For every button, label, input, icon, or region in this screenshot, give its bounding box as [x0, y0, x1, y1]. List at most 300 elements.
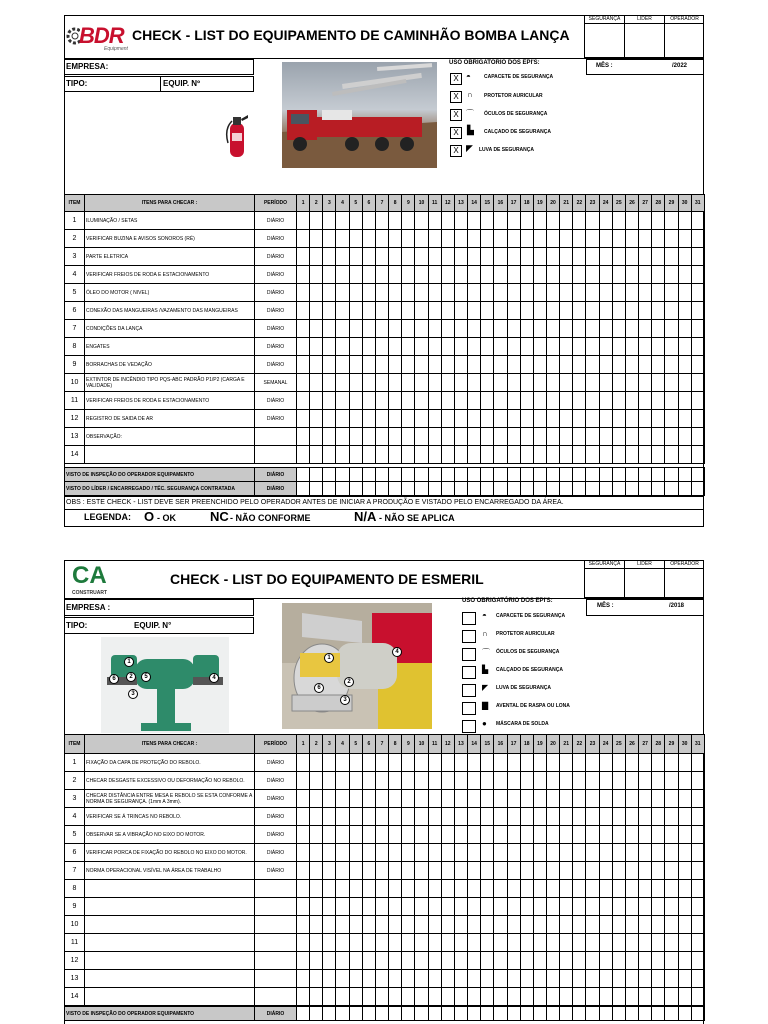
day-check-cell[interactable]	[625, 248, 638, 266]
visto-check-cell[interactable]	[323, 468, 336, 482]
day-check-cell[interactable]	[494, 356, 507, 374]
day-check-cell[interactable]	[546, 952, 559, 970]
visto-check-cell[interactable]	[428, 1007, 441, 1021]
visto-check-cell[interactable]	[468, 482, 481, 496]
day-check-cell[interactable]	[507, 754, 520, 772]
day-check-cell[interactable]	[441, 446, 454, 464]
day-check-cell[interactable]	[468, 248, 481, 266]
visto-check-cell[interactable]	[494, 1007, 507, 1021]
day-check-cell[interactable]	[441, 428, 454, 446]
visto-check-cell[interactable]	[586, 1007, 599, 1021]
day-check-cell[interactable]	[454, 844, 467, 862]
day-check-cell[interactable]	[454, 374, 467, 392]
day-check-cell[interactable]	[402, 826, 415, 844]
day-check-cell[interactable]	[625, 356, 638, 374]
day-check-cell[interactable]	[310, 790, 323, 808]
day-check-cell[interactable]	[691, 790, 704, 808]
day-check-cell[interactable]	[441, 898, 454, 916]
day-check-cell[interactable]	[612, 338, 625, 356]
day-check-cell[interactable]	[560, 844, 573, 862]
day-check-cell[interactable]	[533, 410, 546, 428]
day-check-cell[interactable]	[573, 826, 586, 844]
day-check-cell[interactable]	[573, 320, 586, 338]
visto-check-cell[interactable]	[599, 468, 612, 482]
day-check-cell[interactable]	[454, 248, 467, 266]
day-check-cell[interactable]	[691, 988, 704, 1006]
day-check-cell[interactable]	[573, 266, 586, 284]
day-check-cell[interactable]	[297, 934, 310, 952]
day-check-cell[interactable]	[389, 826, 402, 844]
day-check-cell[interactable]	[665, 916, 678, 934]
day-check-cell[interactable]	[349, 844, 362, 862]
day-check-cell[interactable]	[560, 212, 573, 230]
day-check-cell[interactable]	[678, 356, 691, 374]
day-check-cell[interactable]	[599, 898, 612, 916]
day-check-cell[interactable]	[441, 862, 454, 880]
day-check-cell[interactable]	[323, 970, 336, 988]
day-check-cell[interactable]	[507, 988, 520, 1006]
day-check-cell[interactable]	[494, 916, 507, 934]
day-check-cell[interactable]	[691, 844, 704, 862]
day-check-cell[interactable]	[612, 374, 625, 392]
day-check-cell[interactable]	[652, 392, 665, 410]
day-check-cell[interactable]	[468, 790, 481, 808]
day-check-cell[interactable]	[310, 266, 323, 284]
day-check-cell[interactable]	[336, 320, 349, 338]
day-check-cell[interactable]	[441, 970, 454, 988]
day-check-cell[interactable]	[297, 266, 310, 284]
day-check-cell[interactable]	[625, 302, 638, 320]
day-check-cell[interactable]	[494, 374, 507, 392]
visto-check-cell[interactable]	[415, 1007, 428, 1021]
epi-checkbox[interactable]	[462, 648, 476, 661]
day-check-cell[interactable]	[533, 428, 546, 446]
day-check-cell[interactable]	[507, 446, 520, 464]
day-check-cell[interactable]	[560, 754, 573, 772]
day-check-cell[interactable]	[375, 230, 388, 248]
day-check-cell[interactable]	[297, 302, 310, 320]
day-check-cell[interactable]	[336, 790, 349, 808]
day-check-cell[interactable]	[652, 284, 665, 302]
day-check-cell[interactable]	[599, 970, 612, 988]
day-check-cell[interactable]	[375, 826, 388, 844]
day-check-cell[interactable]	[389, 988, 402, 1006]
day-check-cell[interactable]	[573, 284, 586, 302]
day-check-cell[interactable]	[349, 988, 362, 1006]
day-check-cell[interactable]	[428, 428, 441, 446]
day-check-cell[interactable]	[402, 356, 415, 374]
day-check-cell[interactable]	[415, 772, 428, 790]
day-check-cell[interactable]	[375, 212, 388, 230]
day-check-cell[interactable]	[665, 392, 678, 410]
day-check-cell[interactable]	[297, 880, 310, 898]
day-check-cell[interactable]	[362, 284, 375, 302]
day-check-cell[interactable]	[468, 844, 481, 862]
day-check-cell[interactable]	[428, 826, 441, 844]
day-check-cell[interactable]	[533, 284, 546, 302]
day-check-cell[interactable]	[468, 230, 481, 248]
day-check-cell[interactable]	[612, 356, 625, 374]
day-check-cell[interactable]	[297, 284, 310, 302]
day-check-cell[interactable]	[612, 302, 625, 320]
day-check-cell[interactable]	[691, 410, 704, 428]
visto-check-cell[interactable]	[599, 1007, 612, 1021]
day-check-cell[interactable]	[494, 754, 507, 772]
day-check-cell[interactable]	[454, 410, 467, 428]
day-check-cell[interactable]	[665, 428, 678, 446]
day-check-cell[interactable]	[678, 212, 691, 230]
day-check-cell[interactable]	[652, 790, 665, 808]
visto-check-cell[interactable]	[336, 1007, 349, 1021]
day-check-cell[interactable]	[533, 988, 546, 1006]
day-check-cell[interactable]	[362, 356, 375, 374]
day-check-cell[interactable]	[546, 898, 559, 916]
day-check-cell[interactable]	[310, 284, 323, 302]
day-check-cell[interactable]	[665, 808, 678, 826]
day-check-cell[interactable]	[481, 230, 494, 248]
day-check-cell[interactable]	[546, 320, 559, 338]
day-check-cell[interactable]	[481, 356, 494, 374]
day-check-cell[interactable]	[533, 934, 546, 952]
day-check-cell[interactable]	[349, 880, 362, 898]
day-check-cell[interactable]	[441, 844, 454, 862]
day-check-cell[interactable]	[507, 230, 520, 248]
day-check-cell[interactable]	[310, 320, 323, 338]
day-check-cell[interactable]	[415, 808, 428, 826]
epi-checkbox[interactable]	[462, 720, 476, 733]
day-check-cell[interactable]	[349, 356, 362, 374]
day-check-cell[interactable]	[389, 302, 402, 320]
day-check-cell[interactable]	[454, 446, 467, 464]
day-check-cell[interactable]	[454, 772, 467, 790]
day-check-cell[interactable]	[625, 916, 638, 934]
day-check-cell[interactable]	[375, 248, 388, 266]
visto-check-cell[interactable]	[599, 482, 612, 496]
day-check-cell[interactable]	[323, 844, 336, 862]
day-check-cell[interactable]	[481, 862, 494, 880]
day-check-cell[interactable]	[389, 428, 402, 446]
day-check-cell[interactable]	[323, 374, 336, 392]
day-check-cell[interactable]	[454, 266, 467, 284]
day-check-cell[interactable]	[612, 266, 625, 284]
day-check-cell[interactable]	[665, 230, 678, 248]
day-check-cell[interactable]	[375, 952, 388, 970]
day-check-cell[interactable]	[323, 410, 336, 428]
day-check-cell[interactable]	[323, 772, 336, 790]
day-check-cell[interactable]	[297, 338, 310, 356]
day-check-cell[interactable]	[494, 970, 507, 988]
day-check-cell[interactable]	[560, 248, 573, 266]
visto-check-cell[interactable]	[678, 482, 691, 496]
day-check-cell[interactable]	[533, 808, 546, 826]
day-check-cell[interactable]	[665, 338, 678, 356]
day-check-cell[interactable]	[546, 230, 559, 248]
day-check-cell[interactable]	[691, 266, 704, 284]
epi-checkbox[interactable]	[462, 630, 476, 643]
day-check-cell[interactable]	[560, 284, 573, 302]
day-check-cell[interactable]	[678, 392, 691, 410]
day-check-cell[interactable]	[336, 808, 349, 826]
day-check-cell[interactable]	[428, 790, 441, 808]
day-check-cell[interactable]	[297, 754, 310, 772]
day-check-cell[interactable]	[336, 826, 349, 844]
day-check-cell[interactable]	[625, 320, 638, 338]
visto-check-cell[interactable]	[402, 468, 415, 482]
day-check-cell[interactable]	[375, 410, 388, 428]
day-check-cell[interactable]	[546, 428, 559, 446]
day-check-cell[interactable]	[533, 754, 546, 772]
day-check-cell[interactable]	[402, 916, 415, 934]
day-check-cell[interactable]	[533, 392, 546, 410]
day-check-cell[interactable]	[415, 338, 428, 356]
day-check-cell[interactable]	[678, 230, 691, 248]
day-check-cell[interactable]	[441, 248, 454, 266]
day-check-cell[interactable]	[494, 248, 507, 266]
day-check-cell[interactable]	[678, 284, 691, 302]
day-check-cell[interactable]	[454, 898, 467, 916]
day-check-cell[interactable]	[639, 374, 652, 392]
day-check-cell[interactable]	[560, 934, 573, 952]
day-check-cell[interactable]	[389, 410, 402, 428]
day-check-cell[interactable]	[336, 446, 349, 464]
day-check-cell[interactable]	[546, 934, 559, 952]
day-check-cell[interactable]	[652, 898, 665, 916]
day-check-cell[interactable]	[310, 338, 323, 356]
visto-check-cell[interactable]	[375, 468, 388, 482]
day-check-cell[interactable]	[454, 392, 467, 410]
day-check-cell[interactable]	[481, 826, 494, 844]
day-check-cell[interactable]	[362, 410, 375, 428]
visto-check-cell[interactable]	[560, 468, 573, 482]
day-check-cell[interactable]	[520, 934, 533, 952]
day-check-cell[interactable]	[310, 374, 323, 392]
day-check-cell[interactable]	[639, 970, 652, 988]
visto-check-cell[interactable]	[573, 1007, 586, 1021]
day-check-cell[interactable]	[441, 212, 454, 230]
day-check-cell[interactable]	[349, 374, 362, 392]
visto-check-cell[interactable]	[586, 482, 599, 496]
day-check-cell[interactable]	[639, 428, 652, 446]
visto-check-cell[interactable]	[507, 1007, 520, 1021]
day-check-cell[interactable]	[639, 862, 652, 880]
day-check-cell[interactable]	[599, 952, 612, 970]
day-check-cell[interactable]	[415, 880, 428, 898]
day-check-cell[interactable]	[375, 862, 388, 880]
day-check-cell[interactable]	[586, 862, 599, 880]
day-check-cell[interactable]	[336, 862, 349, 880]
day-check-cell[interactable]	[481, 772, 494, 790]
day-check-cell[interactable]	[520, 862, 533, 880]
day-check-cell[interactable]	[323, 880, 336, 898]
day-check-cell[interactable]	[389, 898, 402, 916]
epi-checkbox[interactable]	[462, 702, 476, 715]
day-check-cell[interactable]	[415, 862, 428, 880]
day-check-cell[interactable]	[665, 790, 678, 808]
day-check-cell[interactable]	[520, 844, 533, 862]
day-check-cell[interactable]	[375, 374, 388, 392]
day-check-cell[interactable]	[691, 356, 704, 374]
day-check-cell[interactable]	[349, 338, 362, 356]
day-check-cell[interactable]	[599, 338, 612, 356]
day-check-cell[interactable]	[586, 754, 599, 772]
day-check-cell[interactable]	[573, 338, 586, 356]
day-check-cell[interactable]	[468, 772, 481, 790]
day-check-cell[interactable]	[665, 754, 678, 772]
day-check-cell[interactable]	[389, 266, 402, 284]
visto-check-cell[interactable]	[639, 482, 652, 496]
day-check-cell[interactable]	[520, 338, 533, 356]
day-check-cell[interactable]	[573, 862, 586, 880]
day-check-cell[interactable]	[297, 772, 310, 790]
day-check-cell[interactable]	[639, 212, 652, 230]
day-check-cell[interactable]	[691, 970, 704, 988]
day-check-cell[interactable]	[652, 248, 665, 266]
day-check-cell[interactable]	[441, 338, 454, 356]
day-check-cell[interactable]	[310, 862, 323, 880]
day-check-cell[interactable]	[639, 934, 652, 952]
day-check-cell[interactable]	[389, 844, 402, 862]
day-check-cell[interactable]	[691, 754, 704, 772]
day-check-cell[interactable]	[323, 826, 336, 844]
visto-check-cell[interactable]	[494, 468, 507, 482]
day-check-cell[interactable]	[375, 790, 388, 808]
day-check-cell[interactable]	[652, 844, 665, 862]
day-check-cell[interactable]	[323, 320, 336, 338]
day-check-cell[interactable]	[454, 212, 467, 230]
day-check-cell[interactable]	[362, 862, 375, 880]
day-check-cell[interactable]	[652, 808, 665, 826]
day-check-cell[interactable]	[362, 772, 375, 790]
day-check-cell[interactable]	[599, 212, 612, 230]
day-check-cell[interactable]	[573, 212, 586, 230]
day-check-cell[interactable]	[507, 844, 520, 862]
day-check-cell[interactable]	[415, 284, 428, 302]
day-check-cell[interactable]	[546, 446, 559, 464]
visto-check-cell[interactable]	[520, 482, 533, 496]
day-check-cell[interactable]	[468, 428, 481, 446]
day-check-cell[interactable]	[520, 392, 533, 410]
day-check-cell[interactable]	[494, 934, 507, 952]
day-check-cell[interactable]	[402, 338, 415, 356]
day-check-cell[interactable]	[546, 410, 559, 428]
day-check-cell[interactable]	[481, 446, 494, 464]
visto-check-cell[interactable]	[297, 482, 310, 496]
day-check-cell[interactable]	[310, 302, 323, 320]
day-check-cell[interactable]	[428, 862, 441, 880]
day-check-cell[interactable]	[599, 446, 612, 464]
day-check-cell[interactable]	[441, 392, 454, 410]
day-check-cell[interactable]	[402, 970, 415, 988]
day-check-cell[interactable]	[573, 374, 586, 392]
day-check-cell[interactable]	[481, 970, 494, 988]
day-check-cell[interactable]	[402, 790, 415, 808]
day-check-cell[interactable]	[560, 230, 573, 248]
day-check-cell[interactable]	[468, 266, 481, 284]
day-check-cell[interactable]	[468, 970, 481, 988]
visto-check-cell[interactable]	[533, 468, 546, 482]
day-check-cell[interactable]	[639, 754, 652, 772]
day-check-cell[interactable]	[481, 844, 494, 862]
visto-check-cell[interactable]	[546, 468, 559, 482]
day-check-cell[interactable]	[599, 826, 612, 844]
day-check-cell[interactable]	[507, 410, 520, 428]
visto-check-cell[interactable]	[573, 468, 586, 482]
day-check-cell[interactable]	[546, 266, 559, 284]
day-check-cell[interactable]	[665, 302, 678, 320]
day-check-cell[interactable]	[612, 446, 625, 464]
visto-check-cell[interactable]	[362, 1007, 375, 1021]
day-check-cell[interactable]	[441, 302, 454, 320]
day-check-cell[interactable]	[625, 862, 638, 880]
day-check-cell[interactable]	[507, 826, 520, 844]
day-check-cell[interactable]	[612, 826, 625, 844]
day-check-cell[interactable]	[573, 392, 586, 410]
day-check-cell[interactable]	[507, 338, 520, 356]
visto-check-cell[interactable]	[415, 482, 428, 496]
day-check-cell[interactable]	[599, 934, 612, 952]
day-check-cell[interactable]	[586, 320, 599, 338]
day-check-cell[interactable]	[665, 248, 678, 266]
day-check-cell[interactable]	[586, 790, 599, 808]
day-check-cell[interactable]	[402, 320, 415, 338]
visto-check-cell[interactable]	[297, 1007, 310, 1021]
day-check-cell[interactable]	[612, 230, 625, 248]
day-check-cell[interactable]	[389, 862, 402, 880]
day-check-cell[interactable]	[481, 338, 494, 356]
day-check-cell[interactable]	[573, 898, 586, 916]
day-check-cell[interactable]	[520, 284, 533, 302]
visto-check-cell[interactable]	[652, 1007, 665, 1021]
day-check-cell[interactable]	[428, 916, 441, 934]
day-check-cell[interactable]	[389, 970, 402, 988]
day-check-cell[interactable]	[678, 808, 691, 826]
day-check-cell[interactable]	[428, 266, 441, 284]
day-check-cell[interactable]	[428, 446, 441, 464]
day-check-cell[interactable]	[599, 772, 612, 790]
day-check-cell[interactable]	[520, 826, 533, 844]
day-check-cell[interactable]	[652, 356, 665, 374]
epi-checkbox[interactable]: X	[450, 73, 462, 85]
visto-check-cell[interactable]	[310, 1007, 323, 1021]
day-check-cell[interactable]	[639, 248, 652, 266]
day-check-cell[interactable]	[612, 410, 625, 428]
day-check-cell[interactable]	[336, 302, 349, 320]
day-check-cell[interactable]	[415, 374, 428, 392]
visto-check-cell[interactable]	[402, 482, 415, 496]
day-check-cell[interactable]	[599, 410, 612, 428]
day-check-cell[interactable]	[507, 880, 520, 898]
visto-check-cell[interactable]	[494, 482, 507, 496]
day-check-cell[interactable]	[441, 374, 454, 392]
visto-check-cell[interactable]	[415, 468, 428, 482]
day-check-cell[interactable]	[375, 754, 388, 772]
day-check-cell[interactable]	[310, 952, 323, 970]
visto-check-cell[interactable]	[546, 1007, 559, 1021]
visto-check-cell[interactable]	[625, 1007, 638, 1021]
day-check-cell[interactable]	[678, 266, 691, 284]
day-check-cell[interactable]	[402, 880, 415, 898]
day-check-cell[interactable]	[389, 934, 402, 952]
visto-check-cell[interactable]	[375, 1007, 388, 1021]
day-check-cell[interactable]	[612, 772, 625, 790]
day-check-cell[interactable]	[652, 212, 665, 230]
day-check-cell[interactable]	[415, 898, 428, 916]
epi-checkbox[interactable]	[462, 666, 476, 679]
visto-check-cell[interactable]	[481, 482, 494, 496]
day-check-cell[interactable]	[415, 428, 428, 446]
day-check-cell[interactable]	[468, 934, 481, 952]
day-check-cell[interactable]	[375, 266, 388, 284]
